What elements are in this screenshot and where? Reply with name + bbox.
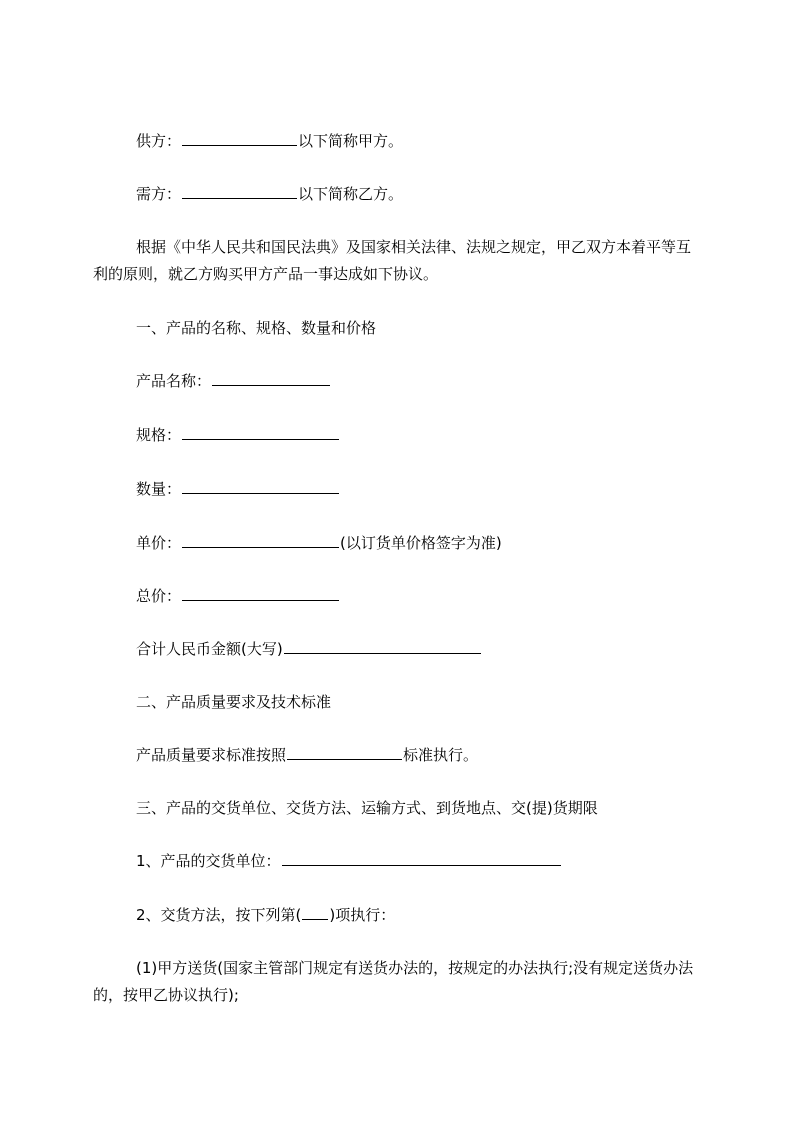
quantity-line — [136, 479, 340, 499]
unit-price-blank[interactable] — [182, 533, 339, 548]
product-name-line — [136, 371, 331, 391]
spec-label: 规格： — [136, 426, 182, 444]
buyer-suffix: 以下简称乙方。 — [298, 185, 404, 203]
delivery-unit-line — [136, 851, 562, 871]
buyer-blank[interactable] — [182, 184, 297, 199]
total-price-line — [136, 586, 340, 606]
delivery-unit-blank[interactable] — [282, 851, 561, 866]
buyer-line — [136, 184, 403, 204]
buyer-label: 需方： — [136, 185, 182, 203]
supplier-suffix: 以下简称甲方。 — [298, 132, 404, 150]
spec-blank[interactable] — [182, 425, 339, 440]
section1-title: 一、产品的名称、规格、数量和价格 — [136, 319, 377, 337]
product-name-label: 产品名称： — [136, 372, 212, 390]
delivery-unit-label: 1、产品的交货单位： — [136, 852, 281, 870]
supplier-blank[interactable] — [182, 131, 297, 146]
total-rmb-label: 合计人民币金额(大写) — [136, 640, 283, 658]
quality-line — [136, 745, 478, 765]
total-price-label: 总价： — [136, 587, 182, 605]
quality-blank[interactable] — [287, 745, 402, 760]
delivery-method-line — [136, 905, 395, 925]
delivery-method-suffix: )项执行： — [329, 906, 396, 924]
unit-price-line — [136, 533, 502, 553]
quantity-blank[interactable] — [182, 479, 339, 494]
unit-price-note: (以订货单价格签字为准) — [340, 534, 502, 552]
section3-title: 三、产品的交货单位、交货方法、运输方式、到货地点、交(提)货期限 — [136, 799, 598, 817]
quality-prefix: 产品质量要求标准按照 — [136, 746, 287, 764]
spec-line — [136, 425, 340, 445]
delivery-method-prefix: 2、交货方法，按下列第( — [136, 906, 302, 924]
section2-title: 二、产品质量要求及技术标准 — [136, 693, 332, 711]
preamble-paragraph: 根据《中华人民共和国民法典》及国家相关法律、法规之规定，甲乙双方本着平等互利的原则，就乙方购买甲方产品一事达成如下协议。 — [93, 238, 692, 283]
unit-price-label: 单价： — [136, 534, 182, 552]
total-rmb-line — [136, 639, 482, 659]
supplier-line — [136, 131, 403, 151]
delivery-method-blank[interactable] — [302, 905, 328, 920]
quantity-label: 数量： — [136, 480, 182, 498]
total-price-blank[interactable] — [182, 586, 339, 601]
quality-suffix: 标准执行。 — [403, 746, 479, 764]
supplier-label: 供方： — [136, 132, 182, 150]
total-rmb-blank[interactable] — [284, 639, 481, 654]
option1-paragraph: (1)甲方送货(国家主管部门规定有送货办法的，按规定的办法执行;没有规定送货办法的，按甲乙协议执行); — [93, 959, 694, 1004]
product-name-blank[interactable] — [212, 371, 330, 386]
